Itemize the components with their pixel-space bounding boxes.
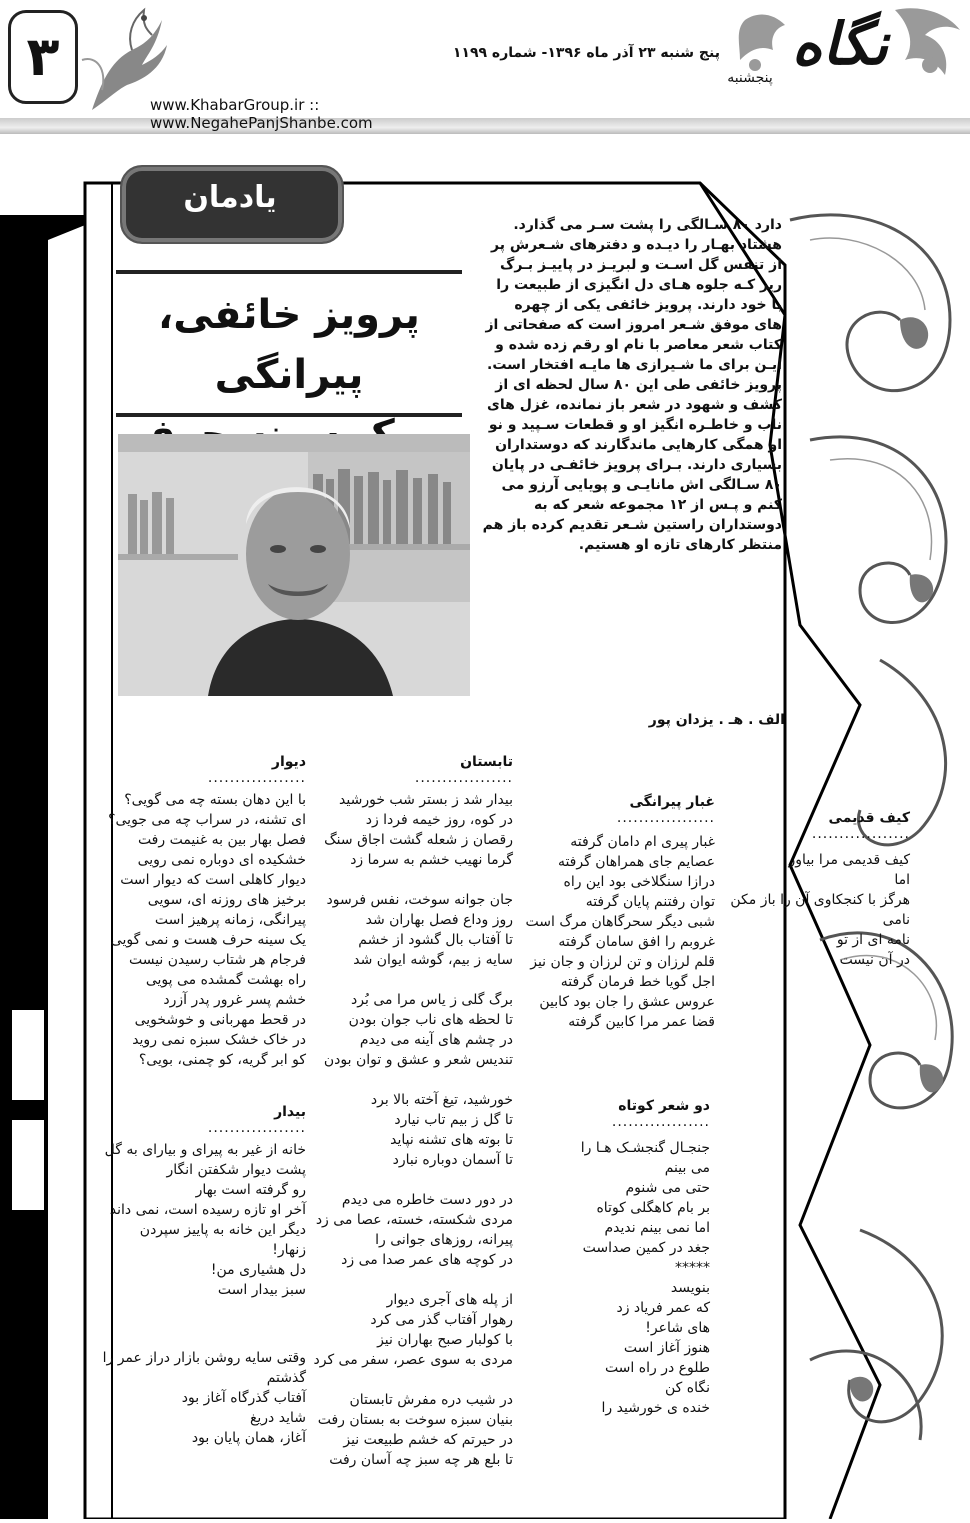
poem-line: کو ابر گریه، کو چمنی، بویی؟ (138, 1052, 306, 1068)
title-line-1: پرویز خائفی، پیرانگی (158, 292, 420, 398)
title-dots: .................. (207, 1120, 306, 1136)
poem-title: بیدار (274, 1104, 306, 1120)
poet-portrait-photo (118, 434, 470, 696)
poem-line: نگاه کن (664, 1380, 710, 1396)
poem-title: تابستان (460, 754, 513, 770)
section-label: یادمان (183, 180, 277, 215)
poem-line: دیوار کاهلی است که دیوار است (120, 872, 306, 888)
poem-line: فصل بهار بین به غنیمت رفت (137, 832, 306, 848)
intro-paragraph-2: پرویز خائفی طی این ۸۰ سال لحظه ای از کشف و شهود در شعر باز نمانده، غزل های ناب و خاطـره انگیز او و قطعات سـپید و نو او همگی کارهایی ماندگارند که دوستداران بسیاری دارند. بـرای پرویز خائفـی در پایان ۸۰ سـالگی اش مانایـی و پویایی آرزو می کنم و پـس از ۱۲ مجموعه شعر که به دوستداران راستین شـعر تقدیم کرده باز هم منتظر کارهای تازه او هستیم. (482, 377, 782, 553)
poem-line: برگ گلی ز یاس مرا می بُرد (351, 992, 513, 1008)
poem-line: دیگر این خانه به پاییز سپردن (139, 1222, 306, 1238)
title-dots: .................. (811, 826, 910, 842)
poem-line: اجل گویا خط فرمان گرفته (560, 974, 715, 990)
poem-line: مردی شکسته، خسته، عصا می زد (315, 1212, 513, 1228)
poem-line: اما (894, 872, 910, 888)
poem-line: تندیس شعر و عشق و توان بودن (323, 1052, 513, 1068)
poem-title: کیف قدیمی (828, 810, 910, 826)
poem-line: روز وداع فصل بهاران شد (365, 912, 513, 928)
title-rule-bottom (116, 413, 462, 417)
poem-line: توان رفتنم پایان گرفته (585, 894, 715, 910)
poem-line: تا گل ز بیم تاب نیارد (394, 1112, 513, 1128)
poem-line: شاید دریغ (249, 1410, 306, 1426)
poem-line: گرما نهیب خشم به سرما زد (350, 852, 513, 868)
poem-line: شبی دیگر سحرگاهان مرگ است (525, 914, 715, 930)
website-urls[interactable]: www.KhabarGroup.ir :: www.NegahePanjShanbe.com (150, 96, 373, 132)
issue-date-line: پنج شنبه ۲۳ آذر ماه ۱۳۹۶- شماره ۱۱۹۹ (452, 45, 720, 61)
poem-line: آغاز، همان پایان بود (191, 1430, 306, 1446)
poem-line: رقصان ز شعله گشت اجاق سنگ (324, 832, 513, 848)
poem-line: می بینم (664, 1160, 710, 1176)
poem-line: برخیز های روزنه ای، سویی (147, 892, 306, 908)
poem-line: پیرانگی، زمانه پرهیز است (154, 912, 306, 928)
poem-line: در شیب دره مفرش تابستان (349, 1392, 513, 1408)
poem-line: حتی می شنوم (625, 1180, 710, 1196)
title-dots: .................. (207, 770, 306, 786)
title-dots: .................. (414, 770, 513, 786)
poem-line: بنیان سبزه سوخت به بستان رفت (317, 1412, 513, 1428)
poem-line: در خاک خشک سبزه نمی روید (132, 1032, 306, 1048)
poem-line: اما نمی بینم ندیدم (604, 1220, 710, 1236)
poem-line: های شاعر! (645, 1320, 710, 1336)
poem-line: تا آسمان دوباره نبارد (392, 1152, 513, 1168)
poem-line: عصایم جای همراهان گرفته (557, 854, 715, 870)
poem-title: دو شعر کوتاه (618, 1098, 710, 1114)
poem-line: هرگز با کنجکاوی آن را باز مکن (730, 892, 910, 908)
poem-line: سایه ز بیم، گوشه ایوان شد (353, 952, 513, 968)
poem-line: جنجـال گنجشـک هـا را (580, 1140, 710, 1156)
poem-separator: ***** (675, 1260, 710, 1276)
poem-line: جغد در کمین صداست (582, 1240, 710, 1256)
page-header (0, 0, 970, 140)
poem-line: غروبم را افق سامان گرفته (558, 934, 715, 950)
poem-line: بیدار شد ز بستر شب خورشید (339, 792, 513, 808)
masthead-subtitle: پنجشنبه (727, 70, 773, 86)
poem-line: زنهار! (272, 1242, 306, 1258)
poem-line: نامه ای از تو (836, 932, 910, 948)
poem-line: در قحط مهربانی و خوشخویی (134, 1012, 306, 1028)
poem-line: که عمر فریاد زد (616, 1300, 710, 1316)
poem-line: بنویسد (670, 1280, 710, 1296)
poem-line: آخر او تازه رسیده است، نمی داند (109, 1202, 306, 1218)
poem-line: پیرانه، روزهای جوانی را (375, 1232, 513, 1248)
poem-line: با کولبار صبح بهاران نیز (377, 1332, 513, 1348)
poem-line: خانه از غیر به پیرای و بیارای به گل (104, 1142, 306, 1158)
article-author: الف . هـ . یزدان پور (648, 712, 785, 728)
poem-line: تا آفتاب بال گشود از خشم (358, 932, 513, 948)
poem-line: ای تشنه، در سراب چه می جویی؟ (108, 812, 306, 828)
poem-line: راه بهشت گمشده می پویی (145, 972, 306, 988)
poem-line: کیف قدیمی مرا بیاور (788, 852, 910, 868)
poem-line: در آن نیست (839, 952, 910, 968)
poem-line: تا بلع هر چه سبز چه آسان رفت (329, 1452, 513, 1468)
poem-line: از پله های آجری دیوار (386, 1292, 513, 1308)
poem-line: غبار پیری ام دامان گرفته (570, 834, 715, 850)
poem-line: در کوه، روز خیمه فردا زد (365, 812, 513, 828)
poem-line: گذشتم (266, 1370, 306, 1386)
title-dots: .................. (611, 1114, 710, 1130)
poem-line: یک سینه حرف هست و نمی گویی (110, 932, 306, 948)
poem-line: تا لحظه های ناب جوان بودن (348, 1012, 513, 1028)
page-number-badge (8, 10, 78, 104)
poem-line: خنده ی خورشید را (601, 1400, 710, 1416)
poem-title: دیوار (271, 754, 306, 770)
poem-line: جان جوانه سوخت، نفس فرسود (326, 892, 513, 908)
intro-paragraph-1: دارد ۸۰ سـالگی را پشت سـر می گذارد. هشتاد بهـار را دیـده و دفترهای شـعرش پر از تنفس گل اسـت و لبریـز در پاییـز بـرگ ریز کـه جلوه هـای دل انگیزی از طبیعت را با خود دارند. پرویز خائفی یکی از چهره های موفق شـعر امروز است که صفحاتی از کتاب شعر معاصر با نام او رقم زده شده و ایـن برای ما شـیرازی ها مایـه افتخار است. (485, 217, 782, 373)
poem-line: در حیرتم که خشم طبیعت نیز (343, 1432, 513, 1448)
poem-line: طلوع در راه است (604, 1360, 710, 1376)
poem-line: رهوار آفتاب گذر می کرد (370, 1312, 513, 1328)
poem-title: غبار پیرانگی (629, 794, 715, 810)
poem-line: در چشم های آینه می دیدم (359, 1032, 513, 1048)
poem-keyf-ghadimi (730, 808, 910, 970)
page-number: ۳ (26, 25, 60, 88)
poem-tabestan (313, 752, 513, 1470)
poem-line: درازا سنگلاخی بود این راه (563, 874, 715, 890)
poem-line: خورشید، تیغ آخته بالا برد (370, 1092, 513, 1108)
poem-line: در کوچه های عمر صدا می زد (341, 1252, 513, 1268)
poem-line: پشت دیوار شکفتن انگار (166, 1162, 306, 1178)
poem-line: عروس عشق را جان بود کابین (539, 994, 715, 1010)
poem-line: دل هشیاری من! (210, 1262, 306, 1278)
poem-do-sher-kootah (560, 1096, 710, 1418)
poem-line: قضا عمر مرا کابین گرفته (568, 1014, 715, 1030)
article-intro (482, 215, 782, 555)
masthead-logo: نگاه (791, 10, 889, 78)
poem-line: خشکیده ای دوباره نمی رویی (137, 852, 306, 868)
poem-line: نامی (882, 912, 910, 928)
poem-line: در دور دست خاطره می دیدم (341, 1192, 513, 1208)
poem-line: وقتی سایه روشن بازار دراز عمر را (102, 1350, 306, 1366)
poem-ghobar-pirangi (515, 792, 715, 1032)
poem-line: هنوز آغاز است (623, 1340, 710, 1356)
poem-line: مردی به سوی عصر، سفر می کرد (313, 1352, 513, 1368)
poem-line: رو گرفته است بهار (195, 1182, 306, 1198)
poem-divar (110, 752, 306, 1070)
poem-line: خشم پسر غرور پدر آزرد (163, 992, 306, 1008)
poem-line: سبز بیدار است (217, 1282, 306, 1298)
poem-line: قلم لرزان و تن لرزان و جان نیز (530, 954, 715, 970)
title-rule-top (116, 270, 462, 274)
poem-line: با این دهان بسته چه می گویی؟ (124, 792, 306, 808)
left-black-bar (0, 215, 44, 1519)
poem-line: تا بوته های تشنه نپاید (390, 1132, 513, 1148)
poem-line: بر بام کاهگلی کوتاه (596, 1200, 710, 1216)
poem-bidar (102, 1102, 306, 1448)
poem-line: فرجام هر شتاب رسیدن نیست (128, 952, 306, 968)
title-dots: .................. (616, 810, 715, 826)
poem-line: آفتاب گذرگاه آغاز بود (181, 1390, 306, 1406)
